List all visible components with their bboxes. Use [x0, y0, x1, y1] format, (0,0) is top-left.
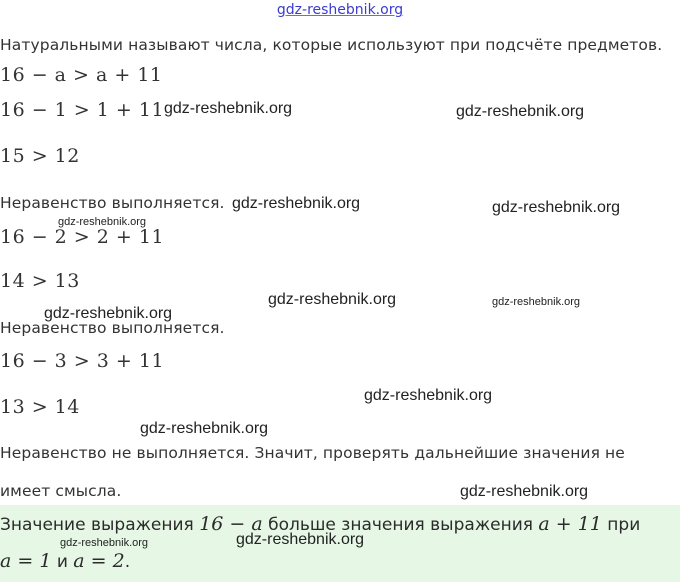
conclusion-line2 — [0, 550, 130, 572]
conclusion-text-3: при — [601, 515, 641, 535]
conclusion-text-5: . — [124, 552, 131, 572]
result-a2: 14 > 13 — [0, 270, 80, 292]
conclusion-expr-1: 16 − a — [199, 513, 263, 535]
inequality-a1: 16 − 1 > 1 + 11 — [0, 99, 165, 121]
verdict-a1: Неравенство выполняется. — [0, 194, 225, 212]
watermark: gdz-reshebnik.org — [364, 387, 493, 404]
watermark: gdz-reshebnik.org — [140, 420, 269, 437]
watermark: gdz-reshebnik.org — [460, 483, 589, 500]
intro-text: Натуральными называют числа, которые используют при подсчёте предметов. — [0, 36, 663, 54]
watermark: gdz-reshebnik.org — [164, 100, 293, 117]
conclusion-expr-3: a = 1 — [0, 550, 52, 572]
watermark: gdz-reshebnik.org — [44, 305, 173, 322]
watermark: gdz-reshebnik.org — [236, 531, 365, 548]
watermark: gdz-reshebnik.org — [268, 291, 397, 308]
watermark: gdz-reshebnik.org — [492, 199, 621, 216]
watermark: gdz-reshebnik.org — [60, 537, 149, 549]
verdict-a2: Неравенство выполняется. — [0, 319, 225, 337]
inequality-general: 16 − a > a + 11 — [0, 64, 163, 86]
site-header-link[interactable]: gdz-reshebnik.org — [276, 2, 404, 18]
conclusion-expr-2: a + 11 — [538, 513, 602, 535]
verdict-a3-line2: имеет смысла. — [0, 482, 122, 500]
conclusion-expr-4: a = 2 — [73, 550, 125, 572]
verdict-a3-line1: Неравенство не выполняется. Значит, проверять дальнейшие значения не — [0, 444, 625, 462]
conclusion-text-1: Значение выражения — [0, 515, 200, 535]
inequality-a3: 16 − 3 > 3 + 11 — [0, 350, 165, 372]
watermark: gdz-reshebnik.org — [456, 103, 585, 120]
conclusion-text-4: и — [51, 552, 74, 572]
watermark: gdz-reshebnik.org — [58, 216, 147, 228]
result-a3: 13 > 14 — [0, 396, 80, 418]
watermark: gdz-reshebnik.org — [232, 195, 361, 212]
result-a1: 15 > 12 — [0, 145, 80, 167]
watermark: gdz-reshebnik.org — [492, 296, 581, 308]
inequality-a2: 16 − 2 > 2 + 11 — [0, 226, 165, 248]
conclusion-text-2: больше значения выражения — [262, 515, 539, 535]
